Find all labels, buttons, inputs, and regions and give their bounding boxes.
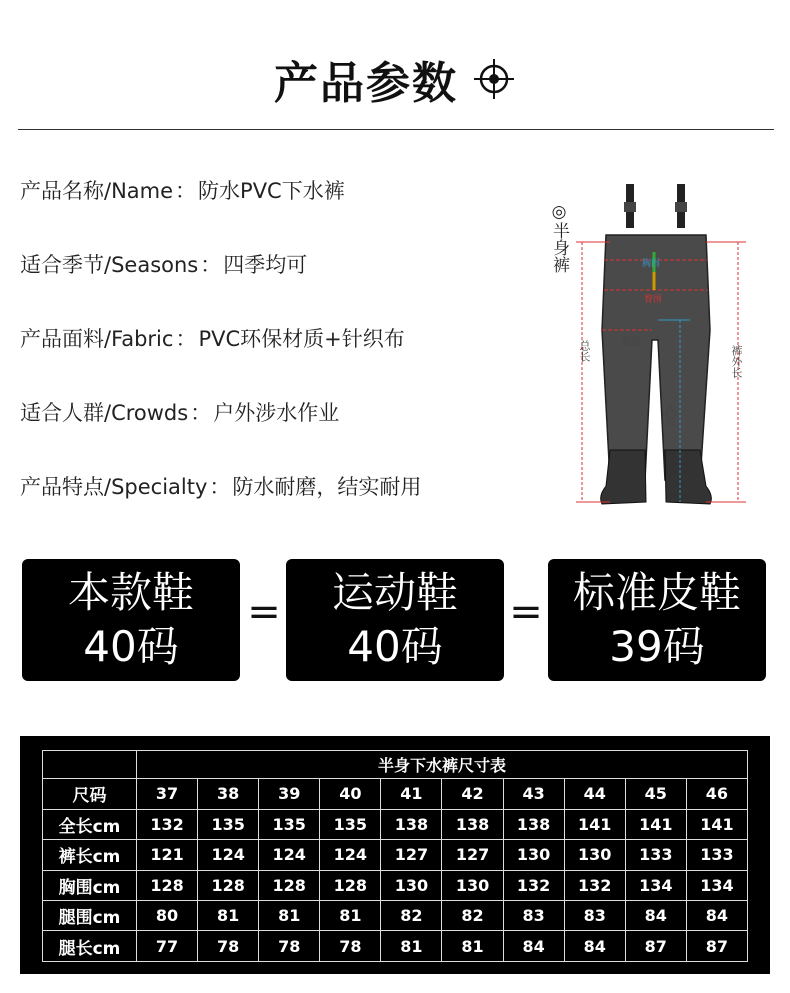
table-cell: 130	[381, 870, 442, 900]
table-cell: 81	[442, 931, 503, 962]
table-cell: 134	[625, 870, 686, 900]
shoe-size: 40码	[83, 622, 179, 671]
table-cell: 128	[198, 870, 259, 900]
table-cell: 121	[137, 840, 198, 870]
thigh-label: 腿围	[622, 337, 641, 347]
table-cell: 128	[259, 870, 320, 900]
shoe-size: 39码	[609, 622, 705, 671]
chest-label: 胸围	[642, 259, 661, 269]
info-value: 防水耐磨，结实耐用	[232, 475, 422, 499]
size-header: 44	[564, 779, 625, 809]
table-cell: 124	[198, 840, 259, 870]
table-cell: 77	[137, 931, 198, 962]
table-header-label: 尺码	[43, 779, 137, 809]
info-row-fabric: 产品面料/Fabric：PVC环保材质+针织布	[20, 327, 405, 351]
row-label: 腿围cm	[43, 901, 137, 931]
info-row-crowds: 适合人群/Crowds：户外涉水作业	[20, 401, 340, 425]
table-cell: 133	[686, 840, 747, 870]
shoe-type: 运动鞋	[331, 568, 458, 617]
table-cell: 135	[198, 809, 259, 839]
size-header: 39	[259, 779, 320, 809]
table-cell: 81	[198, 901, 259, 931]
size-header: 38	[198, 779, 259, 809]
size-table	[42, 750, 748, 962]
table-cell: 81	[259, 901, 320, 931]
table-cell: 127	[442, 840, 503, 870]
info-label: 产品特点/Specialty	[20, 475, 208, 499]
size-header: 42	[442, 779, 503, 809]
table-cell: 138	[503, 809, 564, 839]
table-cell: 124	[320, 840, 381, 870]
shoe-type: 标准皮鞋	[572, 568, 741, 617]
size-header: 40	[320, 779, 381, 809]
total-length-label: 总长	[578, 340, 591, 362]
info-label: 产品面料/Fabric	[20, 327, 174, 351]
table-cell: 87	[625, 931, 686, 962]
table-cell: 133	[625, 840, 686, 870]
shoe-box-leather	[548, 559, 766, 681]
table-cell: 84	[625, 901, 686, 931]
table-cell: 84	[564, 931, 625, 962]
shoe-type: 本款鞋	[67, 568, 194, 617]
shoe-box-this	[22, 559, 240, 681]
inner-length-label: 内长	[664, 405, 677, 427]
product-info-list	[20, 175, 530, 545]
row-label: 腿长cm	[43, 931, 137, 962]
table-cell: 130	[564, 840, 625, 870]
shoe-size: 40码	[347, 622, 443, 671]
table-cell: 130	[442, 870, 503, 900]
table-cell: 132	[564, 870, 625, 900]
table-cell: 82	[442, 901, 503, 931]
table-caption: 半身下水裤尺寸表	[137, 751, 748, 779]
row-label: 裤长cm	[43, 840, 137, 870]
size-header: 46	[686, 779, 747, 809]
table-cell: 132	[137, 809, 198, 839]
table-cell: 81	[320, 901, 381, 931]
info-row-seasons: 适合季节/Seasons：四季均可	[20, 253, 308, 277]
size-header: 37	[137, 779, 198, 809]
equals-sign: =	[509, 589, 543, 635]
table-caption-row	[43, 751, 748, 779]
table-cell: 82	[381, 901, 442, 931]
table-cell: 78	[198, 931, 259, 962]
table-cell: 83	[503, 901, 564, 931]
table-cell: 81	[381, 931, 442, 962]
row-label: 全长cm	[43, 809, 137, 839]
diagram-type-label: ◎半身裤	[549, 202, 569, 273]
table-cell: 128	[137, 870, 198, 900]
info-label: 适合季节/Seasons	[20, 253, 199, 277]
crosshair-icon	[472, 57, 516, 101]
table-row	[43, 840, 748, 870]
info-value: 防水PVC下水裤	[198, 179, 345, 203]
table-cell: 78	[259, 931, 320, 962]
table-cell: 84	[686, 901, 747, 931]
table-cell: 141	[564, 809, 625, 839]
table-cell: 135	[259, 809, 320, 839]
info-value: PVC环保材质+针织布	[198, 327, 405, 351]
info-value: 四季均可	[223, 253, 308, 277]
outer-length-label: 裤外长	[730, 345, 743, 378]
table-cell: 135	[320, 809, 381, 839]
title-divider	[18, 129, 774, 130]
table-row	[43, 901, 748, 931]
table-cell: 83	[564, 901, 625, 931]
table-cell: 134	[686, 870, 747, 900]
shoe-box-sports	[286, 559, 504, 681]
table-cell: 80	[137, 901, 198, 931]
table-row	[43, 870, 748, 900]
table-cell: 128	[320, 870, 381, 900]
table-cell: 141	[686, 809, 747, 839]
size-chart-panel	[20, 736, 770, 974]
table-cell: 78	[320, 931, 381, 962]
equals-sign: =	[247, 589, 281, 635]
title-area	[0, 44, 790, 114]
page-title: 产品参数	[274, 58, 458, 109]
info-value: 户外涉水作业	[213, 401, 340, 425]
table-cell: 87	[686, 931, 747, 962]
info-row-name: 产品名称/Name：防水PVC下水裤	[20, 179, 345, 203]
table-cell: 138	[381, 809, 442, 839]
size-header: 45	[625, 779, 686, 809]
shoe-size-comparison	[22, 559, 770, 681]
table-cell: 141	[625, 809, 686, 839]
hip-label: 臀围	[644, 295, 663, 305]
table-cell: 124	[259, 840, 320, 870]
table-cell: 84	[503, 931, 564, 962]
info-label: 产品名称/Name	[20, 179, 174, 203]
info-label: 适合人群/Crowds	[20, 401, 189, 425]
info-row-specialty: 产品特点/Specialty：防水耐磨，结实耐用	[20, 475, 422, 499]
table-header-row	[43, 779, 748, 809]
wader-diagram	[540, 180, 780, 520]
table-cell: 127	[381, 840, 442, 870]
table-cell: 132	[503, 870, 564, 900]
table-cell: 130	[503, 840, 564, 870]
table-row	[43, 809, 748, 839]
size-header: 41	[381, 779, 442, 809]
table-row	[43, 931, 748, 962]
table-cell: 138	[442, 809, 503, 839]
row-label: 胸围cm	[43, 870, 137, 900]
size-header: 43	[503, 779, 564, 809]
